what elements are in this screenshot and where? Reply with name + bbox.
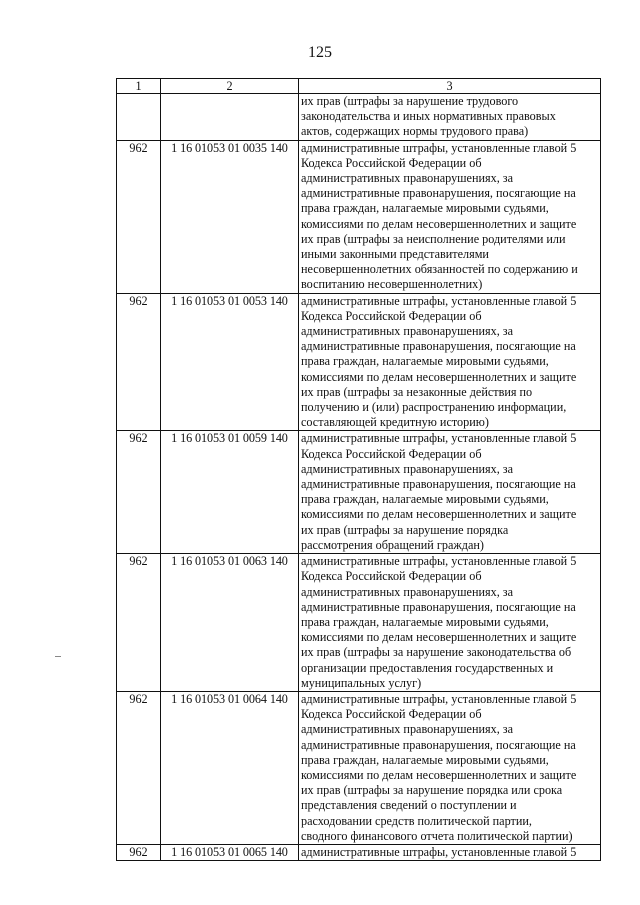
description-line: Кодекса Российской Федерации об [301,155,482,170]
budget-classification-code-cell: 1 16 01053 01 0035 140 [161,140,299,293]
description-line: административные штрафы, установленные главой 5 [301,293,577,308]
description-line: Кодекса Российской Федерации об [301,308,482,323]
description-line: права граждан, налагаемые мировыми судьями, [301,201,549,216]
description-line: иными законными представителями [301,247,489,262]
admin-code-cell [117,94,161,141]
description-cell [299,94,601,141]
budget-classification-code-cell [161,94,299,141]
description-line: расходовании средств политической партии, [301,813,532,828]
description-line: права граждан, налагаемые мировыми судьями, [301,752,549,767]
description-line: их прав (штрафы за нарушение трудового [301,94,519,108]
table-row [117,431,601,554]
description-line: сводного финансового отчета политической партии) [301,828,573,843]
table-row [117,554,601,692]
description-cell [299,140,601,293]
description-line: Кодекса Российской Федерации об [301,446,482,461]
description-line: их прав (штрафы за нарушение законодательства об [301,645,572,660]
table-header-row [117,79,601,94]
description-line: муниципальных услуг) [301,675,422,690]
admin-code-cell: 962 [117,554,161,692]
description-line: комиссиями по делам несовершеннолетних и защите [301,630,577,645]
description-line: их прав (штрафы за нарушение порядка или срока [301,783,563,798]
budget-classification-code-cell: 1 16 01053 01 0064 140 [161,691,299,844]
admin-code-cell: 962 [117,431,161,554]
margin-mark [55,656,61,657]
table-row [117,691,601,844]
description-line: рассмотрения обращений граждан) [301,537,484,552]
budget-classification-code-cell: 1 16 01053 01 0065 140 [161,844,299,860]
description-line: их прав (штрафы за незаконные действия по [301,384,533,399]
description-cell [299,691,601,844]
description-line: несовершеннолетних обязанностей по содержанию и [301,262,578,277]
budget-classification-code-cell: 1 16 01053 01 0063 140 [161,554,299,692]
admin-code-cell: 962 [117,691,161,844]
description-line: административные правонарушения, посягающие на [301,737,576,752]
description-line: представления сведений о поступлении и [301,798,517,813]
admin-code-cell: 962 [117,293,161,431]
description-cell [299,844,601,860]
header-col-3: 3 [299,79,601,94]
description-line: комиссиями по делам несовершеннолетних и защите [301,767,577,782]
budget-classification-code-cell: 1 16 01053 01 0059 140 [161,431,299,554]
description-line: административные правонарушения, посягающие на [301,339,576,354]
description-line: воспитанию несовершеннолетних) [301,277,483,292]
description-cell [299,293,601,431]
description-line: Кодекса Российской Федерации об [301,707,482,722]
description-line: комиссиями по делам несовершеннолетних и защите [301,216,577,231]
description-line: комиссиями по делам несовершеннолетних и защите [301,369,577,384]
description-line: административных правонарушениях, за [301,461,514,476]
description-line: административные штрафы, установленные главой 5 [301,844,577,859]
header-col-1: 1 [117,79,161,94]
description-line: их прав (штрафы за нарушение порядка [301,522,509,537]
admin-code-cell: 962 [117,844,161,860]
description-line: получению и (или) распространению информации, [301,400,567,415]
description-line: организации предоставления государственных и [301,660,554,675]
description-line: административные штрафы, установленные главой 5 [301,431,577,446]
table-row [117,94,601,141]
description-line: актов, содержащих нормы трудового права) [301,124,529,139]
budget-classification-code-cell: 1 16 01053 01 0053 140 [161,293,299,431]
table-body [117,94,601,861]
description-line: права граждан, налагаемые мировыми судьями, [301,614,549,629]
description-line: административных правонарушениях, за [301,171,514,186]
table-row [117,844,601,860]
description-line: права граждан, налагаемые мировыми судьями, [301,492,549,507]
description-line: административные правонарушения, посягающие на [301,477,576,492]
table-row [117,293,601,431]
description-line: законодательства и иных нормативных правовых [301,109,556,124]
table-row [117,140,601,293]
admin-code-cell: 962 [117,140,161,293]
description-line: административные штрафы, установленные главой 5 [301,140,577,155]
description-line: административные правонарушения, посягающие на [301,599,576,614]
page-number: 125 [308,44,332,61]
description-line: права граждан, налагаемые мировыми судьями, [301,354,549,369]
description-cell [299,431,601,554]
description-line: административных правонарушениях, за [301,324,514,339]
description-line: административные правонарушения, посягающие на [301,186,576,201]
description-line: Кодекса Российской Федерации об [301,569,482,584]
header-col-2: 2 [161,79,299,94]
description-line: комиссиями по делам несовершеннолетних и защите [301,507,577,522]
description-line: административные штрафы, установленные главой 5 [301,554,577,569]
description-cell [299,554,601,692]
description-line: составляющей кредитную историю) [301,415,489,430]
budget-code-table [116,78,601,861]
description-line: административных правонарушениях, за [301,584,514,599]
description-line: административные штрафы, установленные главой 5 [301,691,577,706]
description-line: их прав (штрафы за неисполнение родителями или [301,231,566,246]
description-line: административных правонарушениях, за [301,722,514,737]
